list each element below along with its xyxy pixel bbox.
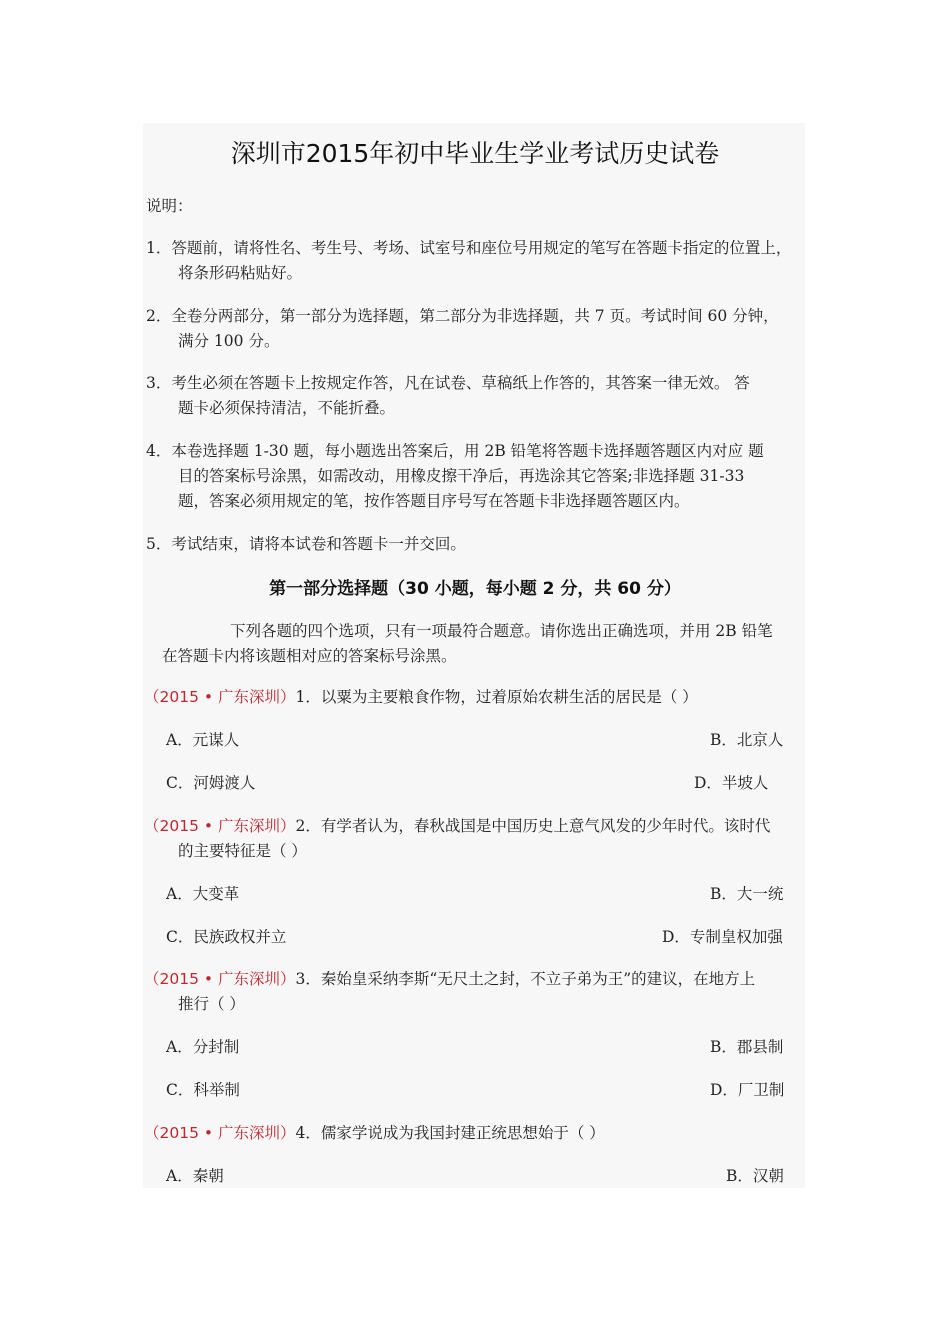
question-1 xyxy=(144,685,698,709)
question-2 xyxy=(144,814,770,838)
note-4-line-3: 题，答案必须用规定的笔，按作答题目序号写在答题卡非选择题答题区内。 xyxy=(178,492,690,510)
note-4-line-1: 4．本卷选择题 1-30 题，每小题选出答案后，用 2B 铅笔将答题卡选择题答题区内对应 题 xyxy=(146,442,764,460)
question-source: （2015 • 广东深圳） xyxy=(144,688,296,706)
question-1-option-a: A．元谋人 xyxy=(166,731,240,749)
note-2-line-2: 满分 100 分。 xyxy=(178,332,280,350)
question-3-option-b: B．郡县制 xyxy=(710,1038,784,1056)
question-3 xyxy=(144,967,755,991)
instructions-line-1: 下列各题的四个选项，只有一项最符合题意。请你选出正确选项，并用 2B 铅笔 xyxy=(230,622,773,640)
question-stem: 3．秦始皇采纳李斯“无尺土之封，不立子弟为王”的建议，在地方上 xyxy=(295,970,756,988)
note-4-line-2: 目的答案标号涂黑，如需改动，用橡皮擦干净后，再选涂其它答案;非选择题 31-33 xyxy=(178,467,745,485)
question-source: （2015 • 广东深圳） xyxy=(144,970,296,988)
question-2-option-d: D．专制皇权加强 xyxy=(662,928,783,946)
question-1-option-c: C．河姆渡人 xyxy=(166,774,256,792)
question-3-stem-line-2: 推行（ ） xyxy=(178,995,245,1013)
question-3-option-c: C．科举制 xyxy=(166,1081,240,1099)
question-source: （2015 • 广东深圳） xyxy=(144,1124,296,1142)
question-4-option-a: A．秦朝 xyxy=(166,1167,224,1185)
notes-label: 说明： xyxy=(146,197,193,215)
instructions-line-2: 在答题卡内将该题相对应的答案标号涂黑。 xyxy=(162,647,457,665)
section-title: 第一部分选择题（30 小题，每小题 2 分，共 60 分） xyxy=(269,579,681,599)
question-4-option-b: B．汉朝 xyxy=(726,1167,784,1185)
note-1-line-1: 1．答题前，请将性名、考生号、考场、试室号和座位号用规定的笔写在答题卡指定的位置上， xyxy=(146,239,792,257)
question-3-option-a: A．分封制 xyxy=(166,1038,240,1056)
question-1-option-d: D．半坡人 xyxy=(694,774,769,792)
exam-title: 深圳市2015年初中毕业生学业考试历史试卷 xyxy=(230,139,720,168)
question-2-option-a: A．大变革 xyxy=(166,885,240,903)
note-2-line-1: 2．全卷分两部分，第一部分为选择题，第二部分为非选择题，共 7 页。考试时间 60 分钟， xyxy=(146,307,779,325)
question-2-option-b: B．大一统 xyxy=(710,885,784,903)
question-1-option-b: B．北京人 xyxy=(710,731,784,749)
question-3-option-d: D．厂卫制 xyxy=(710,1081,785,1099)
question-4 xyxy=(144,1121,605,1145)
question-source: （2015 • 广东深圳） xyxy=(144,817,296,835)
question-stem: 4．儒家学说成为我国封建正统思想始于（ ） xyxy=(295,1124,605,1142)
note-3-line-2: 题卡必须保持清洁，不能折叠。 xyxy=(178,399,396,417)
question-stem: 2．有学者认为，春秋战国是中国历史上意气风发的少年时代。该时代 xyxy=(295,817,771,835)
question-stem: 1．以粟为主要粮食作物，过着原始农耕生活的居民是（ ） xyxy=(295,688,698,706)
question-2-stem-line-2: 的主要特征是（ ） xyxy=(178,842,307,860)
note-5-line-1: 5．考试结束，请将本试卷和答题卡一并交回。 xyxy=(146,535,466,553)
note-1-line-2: 将条形码粘贴好。 xyxy=(178,264,303,282)
note-3-line-1: 3．考生必须在答题卡上按规定作答，凡在试卷、草稿纸上作答的，其答案一律无效。 答 xyxy=(146,374,750,392)
question-2-option-c: C．民族政权并立 xyxy=(166,928,287,946)
